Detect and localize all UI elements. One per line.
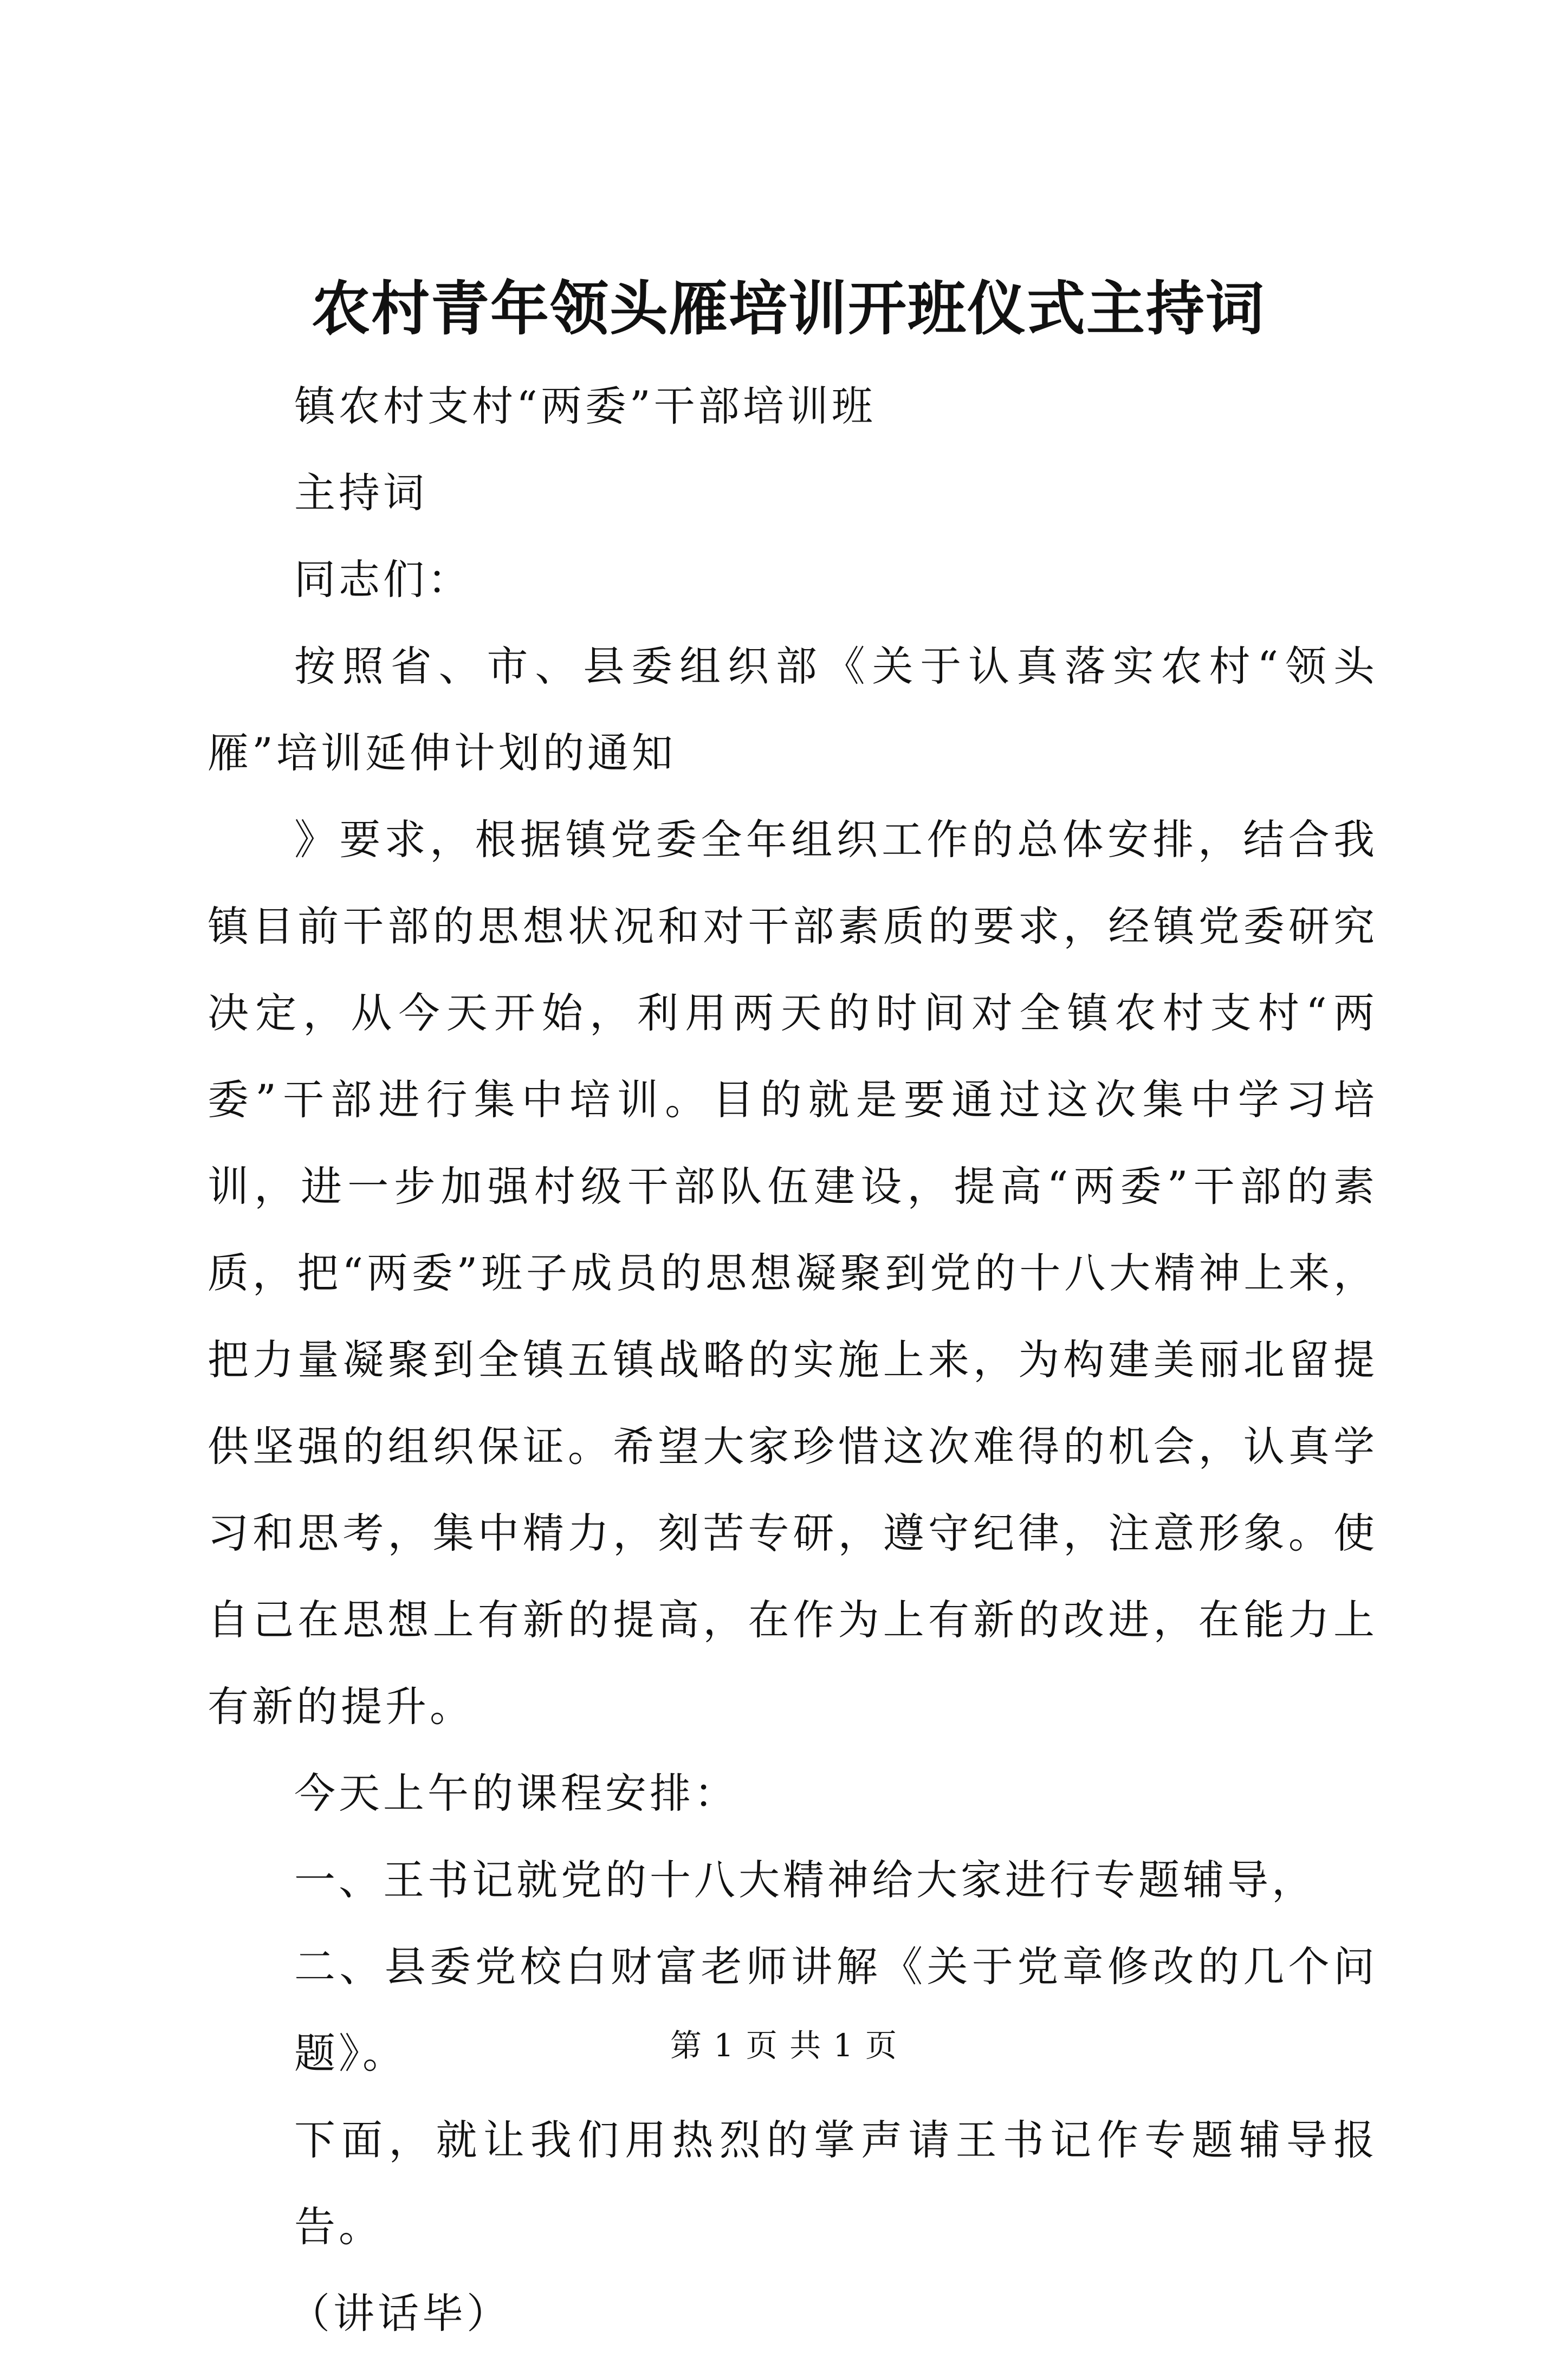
paragraph-host-speech: 主持词	[294, 469, 427, 517]
page-footer: 第 1 页 共 1 页	[670, 2027, 898, 2064]
paragraph-speech-end: （讲话毕）	[289, 2289, 511, 2337]
paragraph-schedule-item-1: 一、王书记就党的十八大精神给大家进行专题辅导，	[294, 1856, 1316, 1904]
paragraph-schedule-heading: 今天上午的课程安排：	[294, 1769, 738, 1817]
paragraph-notice: 按照省、市、县委组织部《关于认真落实农村“领头雁”培训延伸计划的通知	[208, 642, 1378, 777]
paragraph-invitation: 下面，就让我们用热烈的掌声请王书记作专题辅导报告。	[294, 2116, 1378, 2251]
paragraph-schedule-item-2: 二、县委党校白财富老师讲解《关于党章修改的几个问题》。	[294, 1942, 1378, 2077]
document-title: 农村青年领头雁培训开班仪式主持词	[311, 275, 1265, 343]
paragraph-main: 》要求，根据镇党委全年组织工作的总体安排，结合我镇目前干部的思想状况和对干部素质的要求，经镇党委研究决定，从今天开始，利用两天的时间对全镇农村支村“两委”干部进行集中培训。目的就是要通过这次集中学习培训，进一步加强村级干部队伍建设，提高“两委”干部的素质，把“两委”班子成员的思想凝聚到党的十八大精神上来，把力量凝聚到全镇五镇战略的实施上来，为构建美丽北留提供坚强的组织保证。希望大家珍惜这次难得的机会，认真学习和思考，集中精力，刻苦专研，遵守纪律，注意形象。使自己在思想上有新的提高，在作为上有新的改进，在能力上有新的提升。	[208, 815, 1378, 1731]
paragraph-training-class: 镇农村支村“两委”干部培训班	[294, 382, 876, 430]
paragraph-greeting: 同志们：	[294, 555, 472, 604]
